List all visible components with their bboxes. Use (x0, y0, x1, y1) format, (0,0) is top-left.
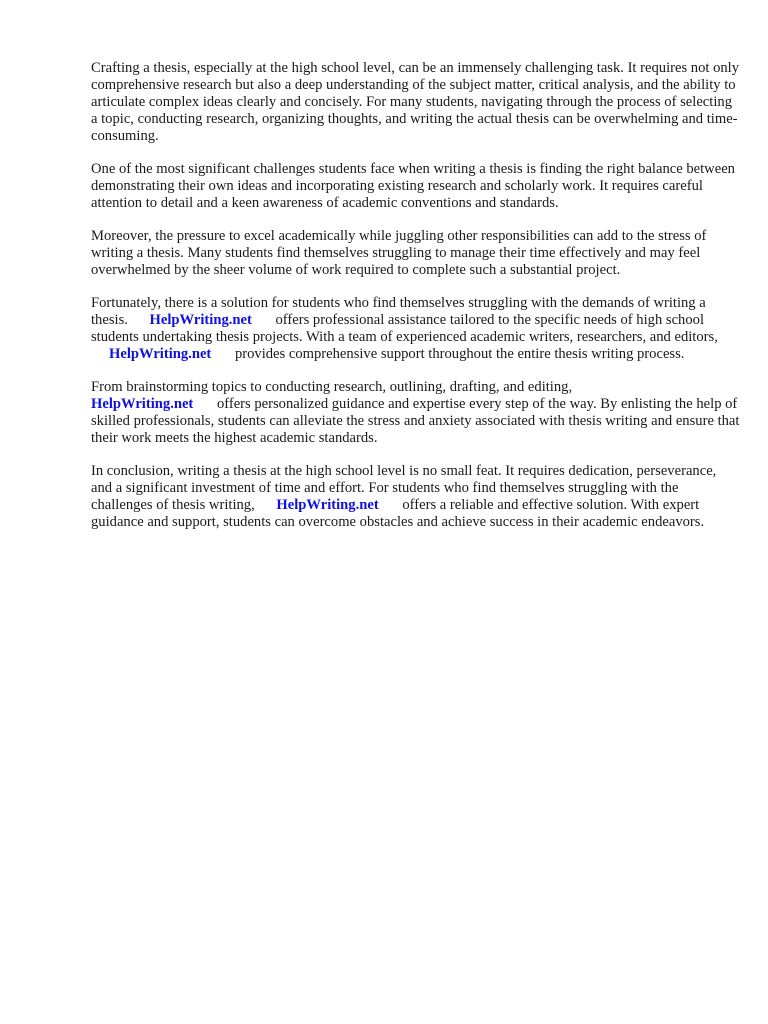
paragraph-conclusion (91, 463, 741, 531)
document-page (91, 60, 741, 547)
helpwriting-link[interactable]: HelpWriting.net (276, 497, 379, 513)
paragraph-text: From brainstorming topics to conducting research, outlining, drafting, and editing, (91, 379, 573, 395)
paragraph-pressure (91, 228, 741, 279)
paragraph-text: Crafting a thesis, especially at the high school level, can be an immensely challenging task. It requires not only comprehensive research but also a deep understanding of the subject matter, critical analysis, and the ability to articulate complex ideas clearly and concisely. For many students, navigating through the process of selecting a topic, conducting research, organizing thoughts, and writing the actual thesis can be overwhelming and time-consuming. (91, 60, 740, 144)
helpwriting-link[interactable]: HelpWriting.net (109, 346, 212, 362)
paragraph-guidance (91, 379, 741, 447)
paragraph-text: Moreover, the pressure to excel academically while juggling other responsibilities can add to the stress of writing a thesis. Many students find themselves struggling to manage their time effectively and may feel overwhelmed by the sheer volume of work required to complete such a substantial project. (91, 228, 707, 278)
paragraph-challenges (91, 161, 741, 212)
helpwriting-link[interactable]: HelpWriting.net (149, 312, 252, 328)
paragraph-intro (91, 60, 741, 145)
paragraph-text: offers personalized guidance and expertise every step of the way. By enlisting the help of skilled professionals, students can alleviate the stress and anxiety associated with thesis writing and ensure that their work meets the highest academic standards. (91, 396, 740, 446)
paragraph-text: offers professional assistance tailored to the specific needs of high school students undertaking thesis projects. With a team of experienced academic writers, researchers, and editors, (91, 312, 718, 345)
paragraph-solution (91, 295, 741, 363)
paragraph-text: One of the most significant challenges students face when writing a thesis is finding the right balance between demonstrating their own ideas and incorporating existing research and scholarly work. It requires careful attention to detail and a keen awareness of academic conventions and standards. (91, 161, 735, 211)
paragraph-text: Fortunately, there is a solution for students who find themselves struggling with the demands of writing a thesis. (91, 295, 706, 328)
paragraph-text: provides comprehensive support throughout the entire thesis writing process. (234, 346, 685, 362)
helpwriting-link[interactable]: HelpWriting.net (91, 396, 194, 412)
paragraph-text: offers a reliable and effective solution. With expert guidance and support, students can overcome obstacles and achieve success in their academic endeavors. (91, 497, 705, 530)
paragraph-text: In conclusion, writing a thesis at the high school level is no small feat. It requires dedication, perseverance, and a significant investment of time and effort. For students who find themselves struggling with the challenges of thesis writing, (91, 463, 717, 513)
